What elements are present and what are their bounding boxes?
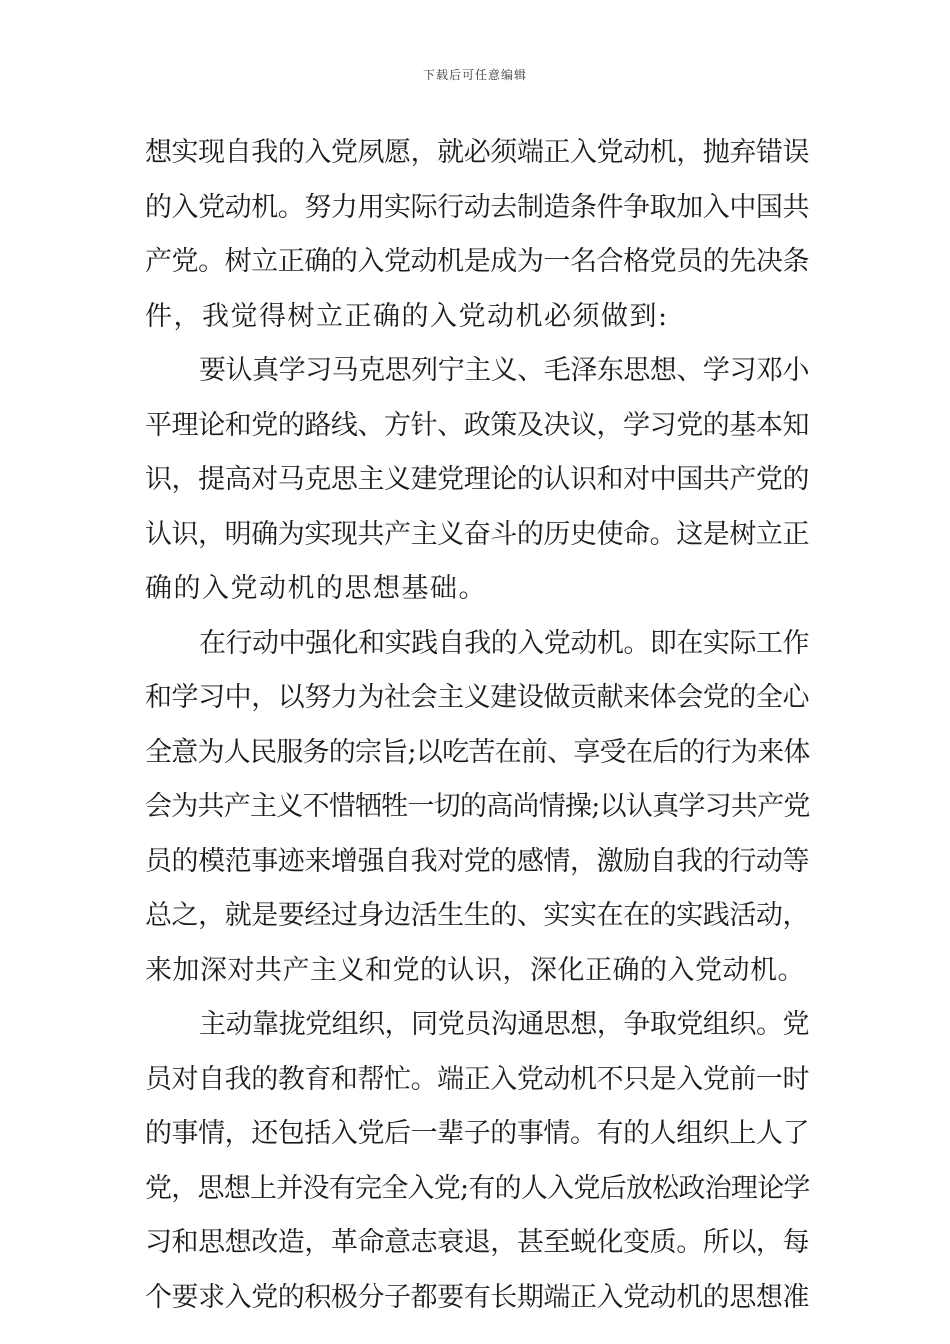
text-line: 和学习中，以努力为社会主义建设做贡献来体会党的全心 [145,682,809,713]
text-line: 习和思想改造，革命意志衰退，甚至蜕化变质。所以，每 [145,1227,809,1258]
text-line: 产党。树立正确的入党动机是成为一名合格党员的先决条 [145,246,809,277]
text-line: 来加深对共产主义和党的认识，深化正确的入党动机。 [145,954,805,986]
text-line: 员的模范事迹来增强自我对党的感情，激励自我的行动等 [145,845,809,877]
text-line: 想实现自我的入党夙愿，就必须端正入党动机，抛弃错误 [145,137,809,168]
text-line: 全意为人民服务的宗旨;以吃苦在前、享受在后的行为来体 [145,736,810,768]
text-line: 个要求入党的积极分子都要有长期端正入党动机的思想准 [145,1281,809,1313]
text-line: 主动靠拢党组织，同党员沟通思想，争取党组织。党 [199,1009,809,1040]
text-line: 的事情，还包括入党后一辈子的事情。有的人组织上人了 [145,1118,809,1149]
text-line: 在行动中强化和实践自我的入党动机。即在实际工作 [199,627,809,659]
text-line: 识，提高对马克思主义建党理论的认识和对中国共产党的 [145,464,809,495]
text-line: 件，我觉得树立正确的入党动机必须做到: [145,300,669,332]
text-line: 认识，明确为实现共产主义奋斗的历史使命。这是树立正 [145,518,809,550]
text-line: 确的入党动机的思想基础。 [145,573,487,604]
text-line: 要认真学习马克思列宁主义、毛泽东思想、学习邓小 [199,355,809,386]
text-line: 总之，就是要经过身边活生生的、实实在在的实践活动， [145,900,809,931]
page-header: 下载后可任意编辑 [422,68,527,82]
text-line: 员对自我的教育和帮忙。端正入党动机不只是入党前一时 [145,1063,809,1095]
text-line: 的入党动机。努力用实际行动去制造条件争取加入中国共 [145,191,809,223]
text-line: 会为共产主义不惜牺牲一切的高尚情操;以认真学习共产党 [145,791,810,822]
text-line: 平理论和党的路线、方针、政策及决议，学习党的基本知 [145,409,809,441]
text-line: 党，思想上并没有完全入党;有的人入党后放松政治理论学 [145,1172,810,1204]
document-body [145,126,809,1325]
